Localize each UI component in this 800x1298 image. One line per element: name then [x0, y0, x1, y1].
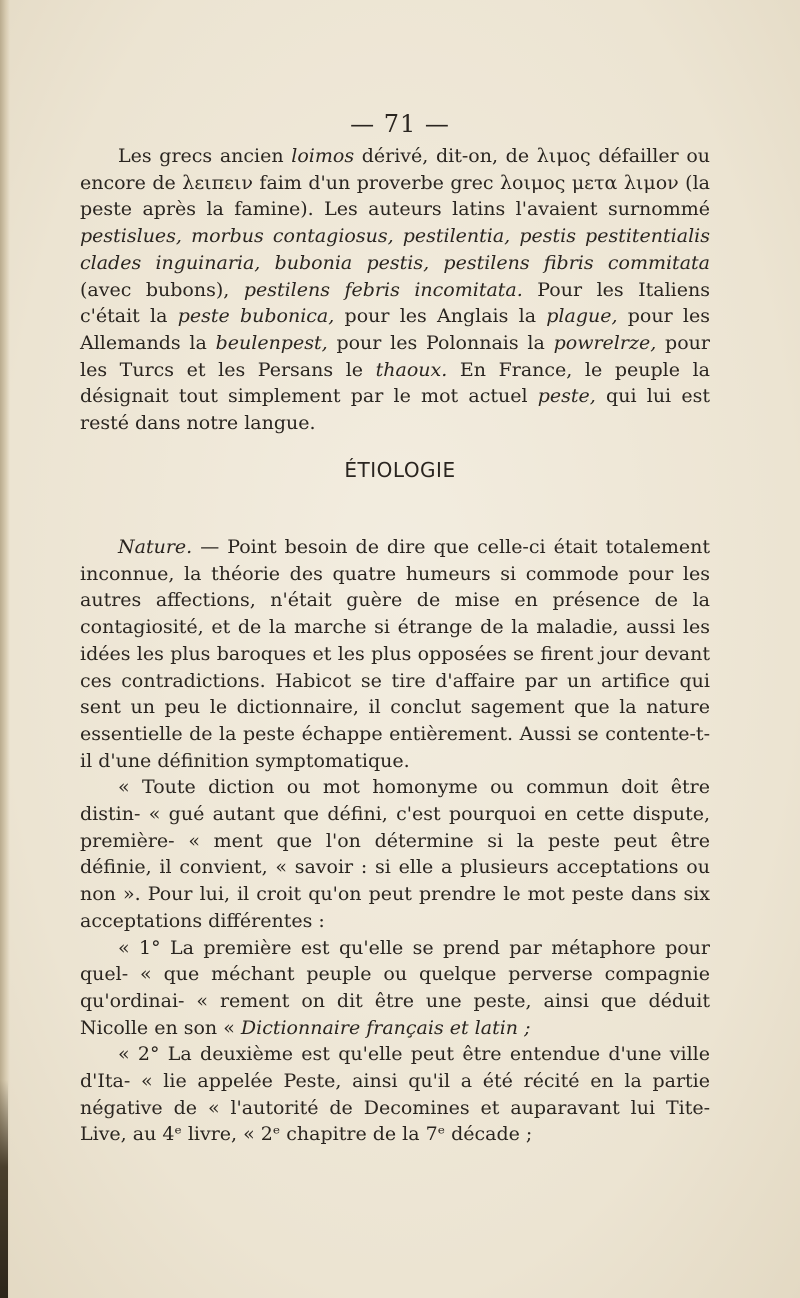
text-run: (avec bubons),	[80, 278, 244, 301]
quote-line-prefix: «	[223, 1016, 241, 1039]
quote-line: « Toute diction ou mot homonyme ou commun doit être distin-	[80, 776, 710, 826]
quote-line: « rement on dit être une peste, ainsi que déduit Nicolle en son	[80, 989, 710, 1039]
italic-term: pestilens febris incomitata.	[243, 278, 523, 301]
text-run: pour les Turcs et les Persans le	[80, 331, 710, 381]
text-run: pour les Polonnais la	[327, 331, 554, 354]
text-run: En France, le peuple la désignait tout simplement par le mot actuel	[80, 358, 710, 408]
quote-second-acceptation	[80, 1041, 710, 1148]
dictionary-title: Dictionnaire français et latin ;	[240, 1016, 531, 1039]
italic-term: beulenpest,	[215, 331, 328, 354]
text-run: qui lui est resté dans notre langue.	[80, 385, 710, 435]
quote-line: « lie appelée Peste, ainsi qu'il a été récité en la partie négative de	[80, 1070, 710, 1119]
text-run: Pour les Italiens c'était la	[80, 278, 710, 328]
italic-term: pestislues, morbus contagiosus, pestilentia, pestis pestitentialis clades inguinaria, bubonia pestis, pestilens fibris commitata	[80, 225, 710, 274]
intro-paragraph	[80, 143, 710, 437]
quote-line: « que méchant peuple ou quelque perverse compagnie qu'ordinai-	[80, 963, 710, 1012]
italic-term: powrelrze,	[553, 331, 657, 354]
text-run: dérivé, dit-on, de λιμος défailler ou encore de λειπειν faim d'un proverbe grec λοιμος μετα λιμον (la peste après la famine). Les auteurs latins l'avaient surnommé	[80, 145, 711, 221]
quote-first-acceptation	[80, 935, 710, 1042]
page-edge-stain	[0, 1080, 8, 1298]
italic-term: peste,	[537, 385, 596, 408]
italic-term: Nature.	[118, 536, 193, 558]
italic-term: plague,	[546, 305, 618, 328]
quote-line: « gué autant que défini, c'est pourquoi en cette dispute, première-	[80, 803, 710, 852]
quote-line: « 2° La deuxième est qu'elle peut être entendue d'une ville d'Ita-	[80, 1043, 710, 1093]
text-run: pour les Allemands la	[80, 305, 710, 354]
quote-line: « savoir : si elle a plusieurs acceptations ou non ».	[80, 856, 710, 906]
quote-line: « 2ᵉ chapitre de la 7ᵉ décade ;	[243, 1123, 533, 1146]
italic-term: peste bubonica,	[177, 305, 335, 328]
quote-continuation: Pour lui, il croit qu'on peut prendre le mot peste dans six acceptations différentes :	[80, 883, 710, 932]
text-run: Les grecs ancien	[118, 145, 292, 167]
text-run: pour les Anglais la	[334, 305, 547, 328]
quote-habicot	[80, 774, 710, 934]
quote-line: « ment que l'on détermine si la peste peut être définie, il convient,	[80, 829, 710, 879]
paragraph-nature	[80, 534, 710, 774]
italic-term: thaoux.	[375, 358, 448, 381]
text-run: — Point besoin de dire que celle-ci était totalement inconnue, la théorie des quatre humeurs si commode pour les autres affections, n'était guère de mise en présence de la contagiosité, et de la marche si étrange de la maladie, aussi les idées les plus baroques et les plus opposées se firent jour devant ces contradictions. Habicot se tire d'affaire par un artifice qui sent un peu le dictionnaire, il conclut sagement que la nature essentielle de la peste échappe entièrement. Aussi se contente-t-il d'une définition symptomatique.	[80, 536, 710, 772]
page-number: — 71 —	[350, 110, 450, 138]
quote-line: « l'autorité de Decomines et auparavant lui Tite-Live, au 4ᵉ livre,	[80, 1096, 711, 1146]
etiology-section	[80, 534, 710, 1148]
paragraph-etymology	[80, 143, 710, 437]
section-heading: ÉTIOLOGIE	[344, 458, 456, 482]
italic-term: loimos	[291, 145, 355, 167]
quote-line: « 1° La première est qu'elle se prend par métaphore pour quel-	[80, 936, 710, 986]
